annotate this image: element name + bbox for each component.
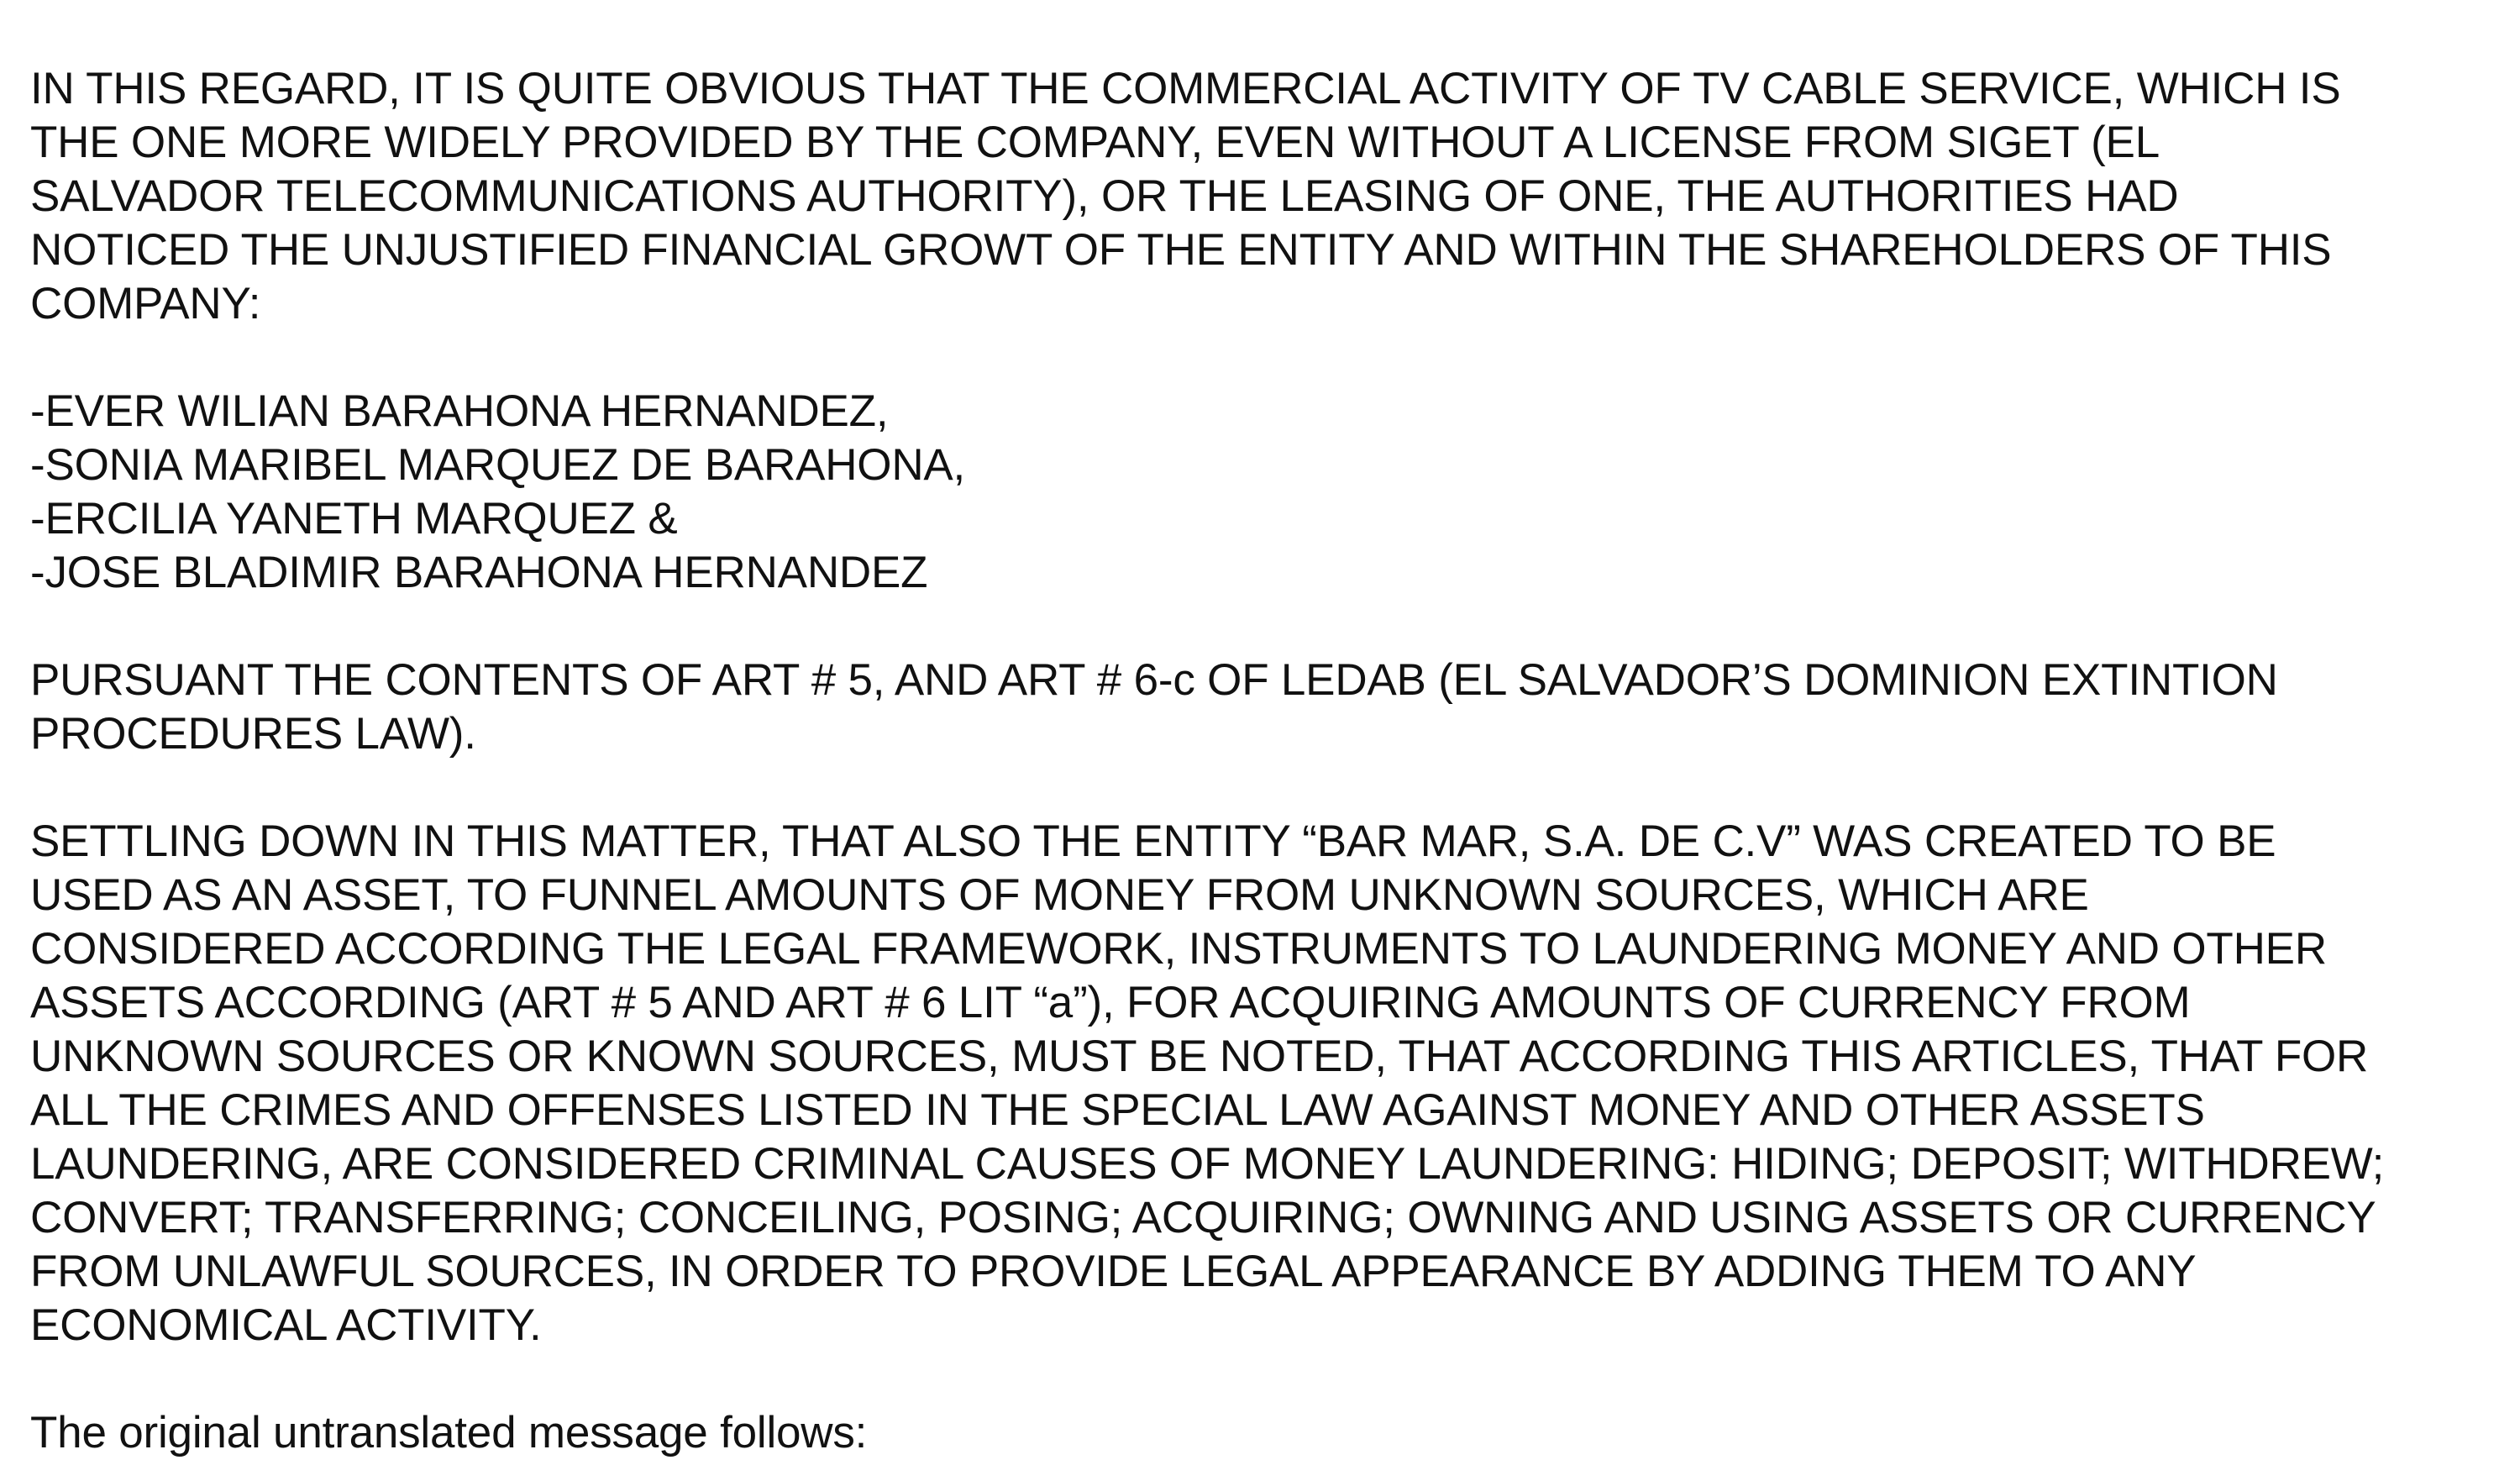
text-line: LAUNDERING, ARE CONSIDERED CRIMINAL CAUSES OF MONEY LAUNDERING: HIDING; DEPOSIT; WITHDREW; (30, 1139, 2385, 1189)
text-line: USED AS AN ASSET, TO FUNNEL AMOUNTS OF MONEY FROM UNKNOWN SOURCES, WHICH ARE (30, 870, 2089, 920)
text-line: PURSUANT THE CONTENTS OF ART # 5, AND ART # 6-c OF LEDAB (EL SALVADOR’S DOMINION EXTINTION (30, 655, 2278, 705)
paragraph-gap (30, 1352, 2508, 1406)
text-line: CONVERT; TRANSFERRING; CONCEILING, POSING; ACQUIRING; OWNING AND USING ASSETS OR CURRENCY (30, 1193, 2376, 1242)
text-line: IN THIS REGARD, IT IS QUITE OBVIOUS THAT THE COMMERCIAL ACTIVITY OF TV CABLE SERVICE, WHICH IS (30, 64, 2341, 113)
paragraph-commercial-activity (30, 62, 2508, 331)
text-line: PROCEDURES LAW). (30, 709, 476, 759)
paragraph-gap (30, 600, 2508, 654)
document-page (30, 0, 2508, 1460)
paragraph-settling-down (30, 815, 2508, 1352)
text-line: CONSIDERED ACCORDING THE LEGAL FRAMEWORK, INSTRUMENTS TO LAUNDERING MONEY AND OTHER (30, 924, 2327, 974)
text-line: THE ONE MORE WIDELY PROVIDED BY THE COMPANY, EVEN WITHOUT A LICENSE FROM SIGET (EL (30, 118, 2160, 167)
text-line: ECONOMICAL ACTIVITY. (30, 1300, 542, 1350)
text-line: NOTICED THE UNJUSTIFIED FINANCIAL GROWT OF THE ENTITY AND WITHIN THE SHAREHOLDERS OF THIS (30, 225, 2332, 275)
list-item: -SONIA MARIBEL MARQUEZ DE BARAHONA, (30, 440, 966, 490)
text-line: SETTLING DOWN IN THIS MATTER, THAT ALSO THE ENTITY “BAR MAR, S.A. DE C.V” WAS CREATED TO BE (30, 817, 2276, 866)
list-item: -ERCILIA YANETH MARQUEZ & (30, 494, 678, 544)
paragraph-gap (30, 331, 2508, 385)
text-line: UNKNOWN SOURCES OR KNOWN SOURCES, MUST BE NOTED, THAT ACCORDING THIS ARTICLES, THAT FOR (30, 1032, 2369, 1081)
original-message-line: The original untranslated message follows: (30, 1408, 868, 1457)
list-item: -EVER WILIAN BARAHONA HERNANDEZ, (30, 386, 889, 436)
text-line: ASSETS ACCORDING (ART # 5 AND ART # 6 LIT “a”), FOR ACQUIRING AMOUNTS OF CURRENCY FROM (30, 978, 2191, 1027)
text-line: ALL THE CRIMES AND OFFENSES LISTED IN THE SPECIAL LAW AGAINST MONEY AND OTHER ASSETS (30, 1085, 2205, 1135)
paragraph-pursuant (30, 654, 2508, 761)
text-line: SALVADOR TELECOMMUNICATIONS AUTHORITY), OR THE LEASING OF ONE, THE AUTHORITIES HAD (30, 171, 2179, 221)
list-item: -JOSE BLADIMIR BARAHONA HERNANDEZ (30, 548, 928, 597)
shareholder-list (30, 385, 2508, 600)
paragraph-gap (30, 761, 2508, 815)
text-line: COMPANY: (30, 279, 261, 328)
text-line: FROM UNLAWFUL SOURCES, IN ORDER TO PROVIDE LEGAL APPEARANCE BY ADDING THEM TO ANY (30, 1247, 2197, 1296)
